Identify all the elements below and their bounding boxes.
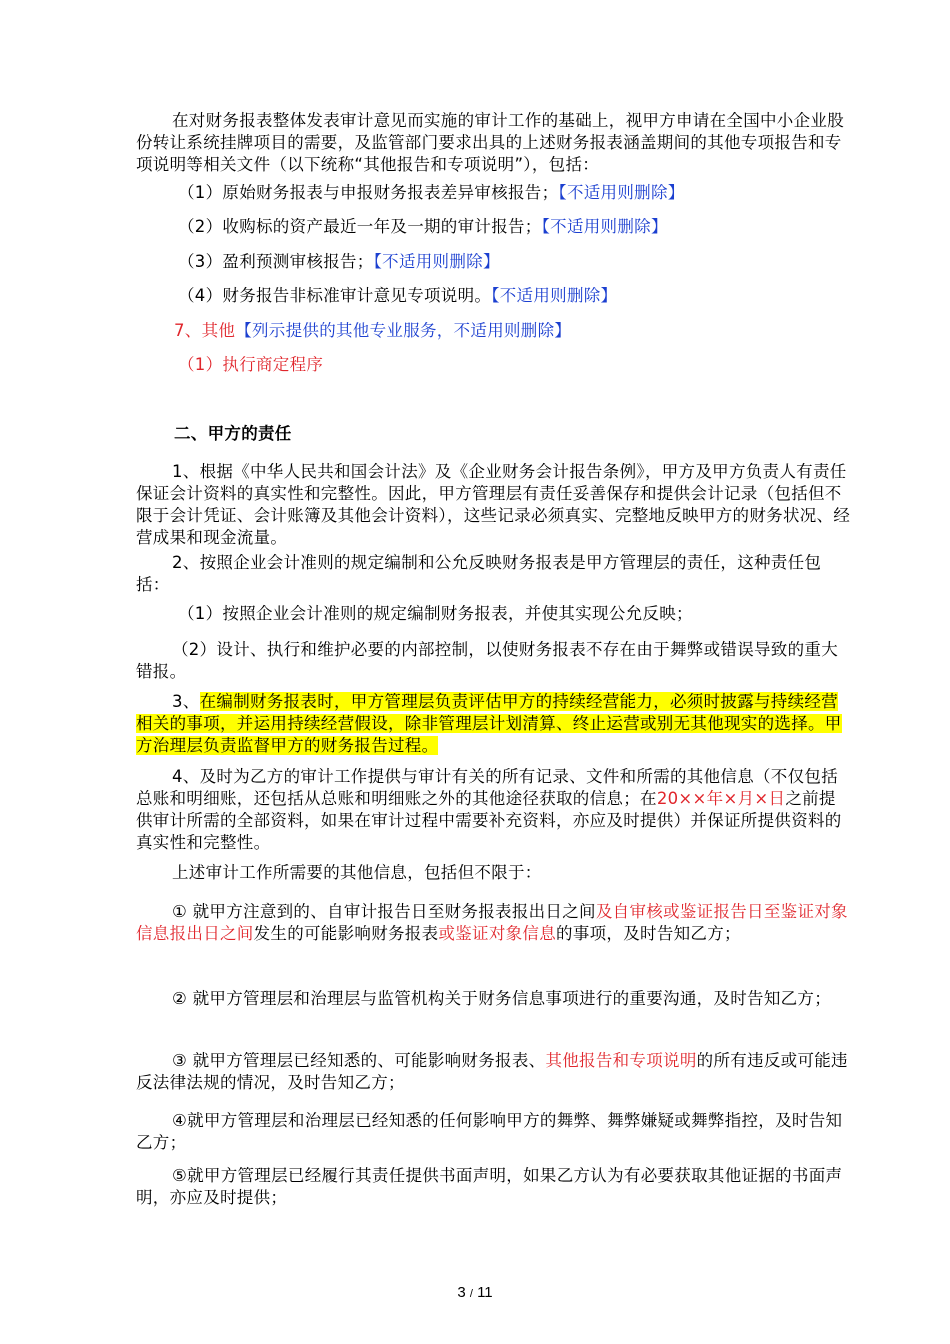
clause-1: ① 就甲方注意到的、自审计报告日至财务报表报出日之间及自审核或鉴证报告日至鉴证对象信息报出日之间发生的可能影响财务报表或鉴证对象信息的事项，及时告知乙方； xyxy=(136,902,848,943)
clause-4: ④就甲方管理层和治理层已经知悉的任何影响甲方的舞弊、舞弊嫌疑或舞弊指控，及时告知乙方； xyxy=(136,1111,843,1152)
section-heading: 二、甲方的责任 xyxy=(174,424,292,443)
page-number: 3 / 11 xyxy=(457,1284,493,1301)
list-item: （3）盈利预测审核报告；【不适用则删除】 xyxy=(178,252,500,271)
responsibility-2a: （1）按照企业会计准则的规定编制财务报表，并使其实现公允反映； xyxy=(178,604,693,623)
clause-5: ⑤就甲方管理层已经履行其责任提供书面声明，如果乙方认为有必要获取其他证据的书面声明，亦应及时提供； xyxy=(136,1166,843,1207)
responsibility-2b: （2）设计、执行和维护必要的内部控制，以使财务报表不存在由于舞弊或错误导致的重大错报。 xyxy=(136,640,838,681)
list-item: （1）原始财务报表与申报财务报表差异审核报告；【不适用则删除】 xyxy=(178,183,685,202)
list-item: （4）财务报告非标准审计意见专项说明。【不适用则删除】 xyxy=(178,286,618,305)
responsibility-1: 1、根据《中华人民共和国会计法》及《企业财务会计报告条例》，甲方及甲方负责人有责任保证会计资料的真实性和完整性。因此，甲方管理层有责任妥善保存和提供会计记录（包括但不限于会计凭证、会计账簿及其他会计资料），这些记录必须真实、完整地反映甲方的财务状况、经营成果和现金流量。 xyxy=(136,462,851,547)
clause-3: ③ 就甲方管理层已经知悉的、可能影响财务报表、其他报告和专项说明的所有违反或可能违反法律法规的情况，及时告知乙方； xyxy=(136,1051,848,1092)
responsibility-3: 3、在编制财务报表时，甲方管理层负责评估甲方的持续经营能力，必须时披露与持续经营相关的事项，并运用持续经营假设，除非管理层计划清算、终止运营或别无其他现实的选择。甲方治理层负责监督甲方的财务报告过程。 xyxy=(136,692,842,755)
list-item: （2）收购标的资产最近一年及一期的审计报告；【不适用则删除】 xyxy=(178,217,668,236)
responsibility-4: 4、及时为乙方的审计工作提供与审计有关的所有记录、文件和所需的其他信息（不仅包括总账和明细账，还包括从总账和明细账之外的其他途径获取的信息；在20××年×月×日之前提供审计所需的全部资料，如果在审计过程中需要补充资料，亦应及时提供）并保证所提供资料的真实性和完整性。 xyxy=(136,767,842,852)
other-services-sub: （1）执行商定程序 xyxy=(178,355,324,374)
clause-2: ② 就甲方管理层和治理层与监管机构关于财务信息事项进行的重要沟通，及时告知乙方； xyxy=(172,989,832,1008)
intro-paragraph: 在对财务报表整体发表审计意见而实施的审计工作的基础上，视甲方申请在全国中小企业股份转让系统挂牌项目的需要，及监管部门要求出具的上述财务报表涵盖期间的其他专项报告和专项说明等相关文件（以下统称“其他报告和专项说明”），包括： xyxy=(136,111,844,174)
other-services: 7、其他【列示提供的其他专业服务，不适用则删除】 xyxy=(174,321,572,340)
responsibility-2: 2、按照企业会计准则的规定编制和公允反映财务报表是甲方管理层的责任，这种责任包括： xyxy=(136,553,822,594)
other-info-intro: 上述审计工作所需要的其他信息，包括但不限于： xyxy=(172,863,542,882)
